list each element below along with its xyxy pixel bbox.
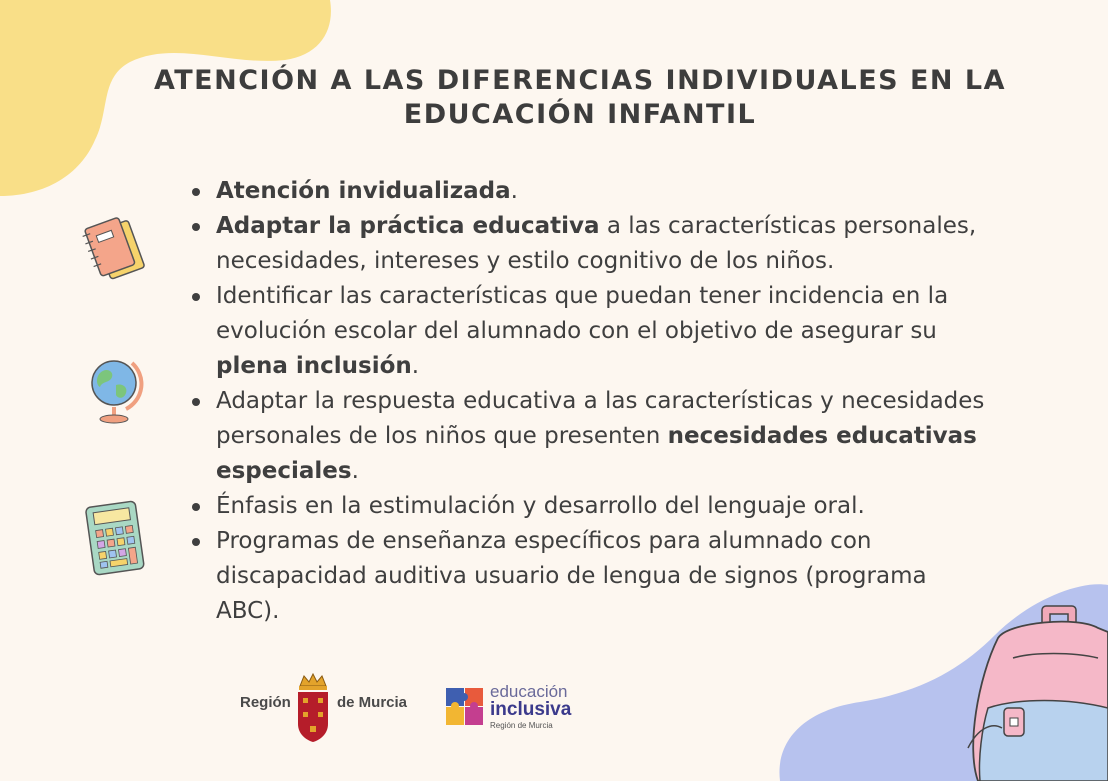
- list-item: [190, 209, 990, 279]
- bold-text: especiales: [216, 458, 352, 484]
- bold-text: Adaptar la práctica educativa: [216, 213, 600, 239]
- bold-text: necesidades educativas: [667, 423, 977, 449]
- text-line: Programas de enseñanza específicos para alumnado con: [216, 528, 872, 554]
- bullet-list: [190, 174, 990, 629]
- text-line: evolución escolar del alumnado con el objetivo de asegurar su: [216, 318, 937, 344]
- text: personales de los niños que presenten: [216, 423, 668, 449]
- text-line: necesidades, intereses y estilo cognitivo de los niños.: [216, 248, 835, 274]
- page-title: [150, 64, 1010, 132]
- list-item: [190, 384, 990, 489]
- region-murcia-logo-right: de Murcia: [337, 694, 408, 711]
- text-line: Énfasis en la estimulación y desarrollo del lenguaje oral.: [216, 493, 865, 519]
- title-line-2: EDUCACIÓN INFANTIL: [403, 99, 757, 130]
- title-line-1: ATENCIÓN A LAS DIFERENCIAS INDIVIDUALES EN LA: [153, 65, 1007, 96]
- text: .: [510, 178, 518, 204]
- crest-icon: [294, 672, 332, 744]
- educacion-inclusiva-logo-top: educación: [490, 682, 568, 701]
- text-line: ABC).: [216, 598, 280, 624]
- backpack-icon: [958, 598, 1108, 781]
- list-item: [190, 174, 990, 209]
- text-line: Adaptar la respuesta educativa a las características y necesidades: [216, 388, 985, 414]
- region-murcia-logo-left: Región: [240, 694, 291, 711]
- text-line: discapacidad auditiva usuario de lengua de signos (programa: [216, 563, 927, 589]
- puzzle-icon: [444, 686, 486, 730]
- calculator-icon: [84, 500, 146, 578]
- list-item: [190, 279, 990, 384]
- text: .: [411, 353, 420, 379]
- list-item: [190, 524, 990, 629]
- text-line: Identificar las características que puedan tener incidencia en la: [216, 283, 949, 309]
- notebooks-icon: [78, 212, 154, 292]
- educacion-inclusiva-logo-sub: Región de Murcia: [490, 721, 553, 730]
- list-item: [190, 489, 990, 524]
- text: a las características personales,: [599, 213, 977, 239]
- bold-text: Atención invidualizada: [216, 178, 511, 204]
- text: .: [351, 458, 359, 484]
- bold-text: plena inclusión: [216, 353, 412, 379]
- globe-icon: [86, 355, 144, 425]
- educacion-inclusiva-logo-bottom: inclusiva: [490, 699, 572, 720]
